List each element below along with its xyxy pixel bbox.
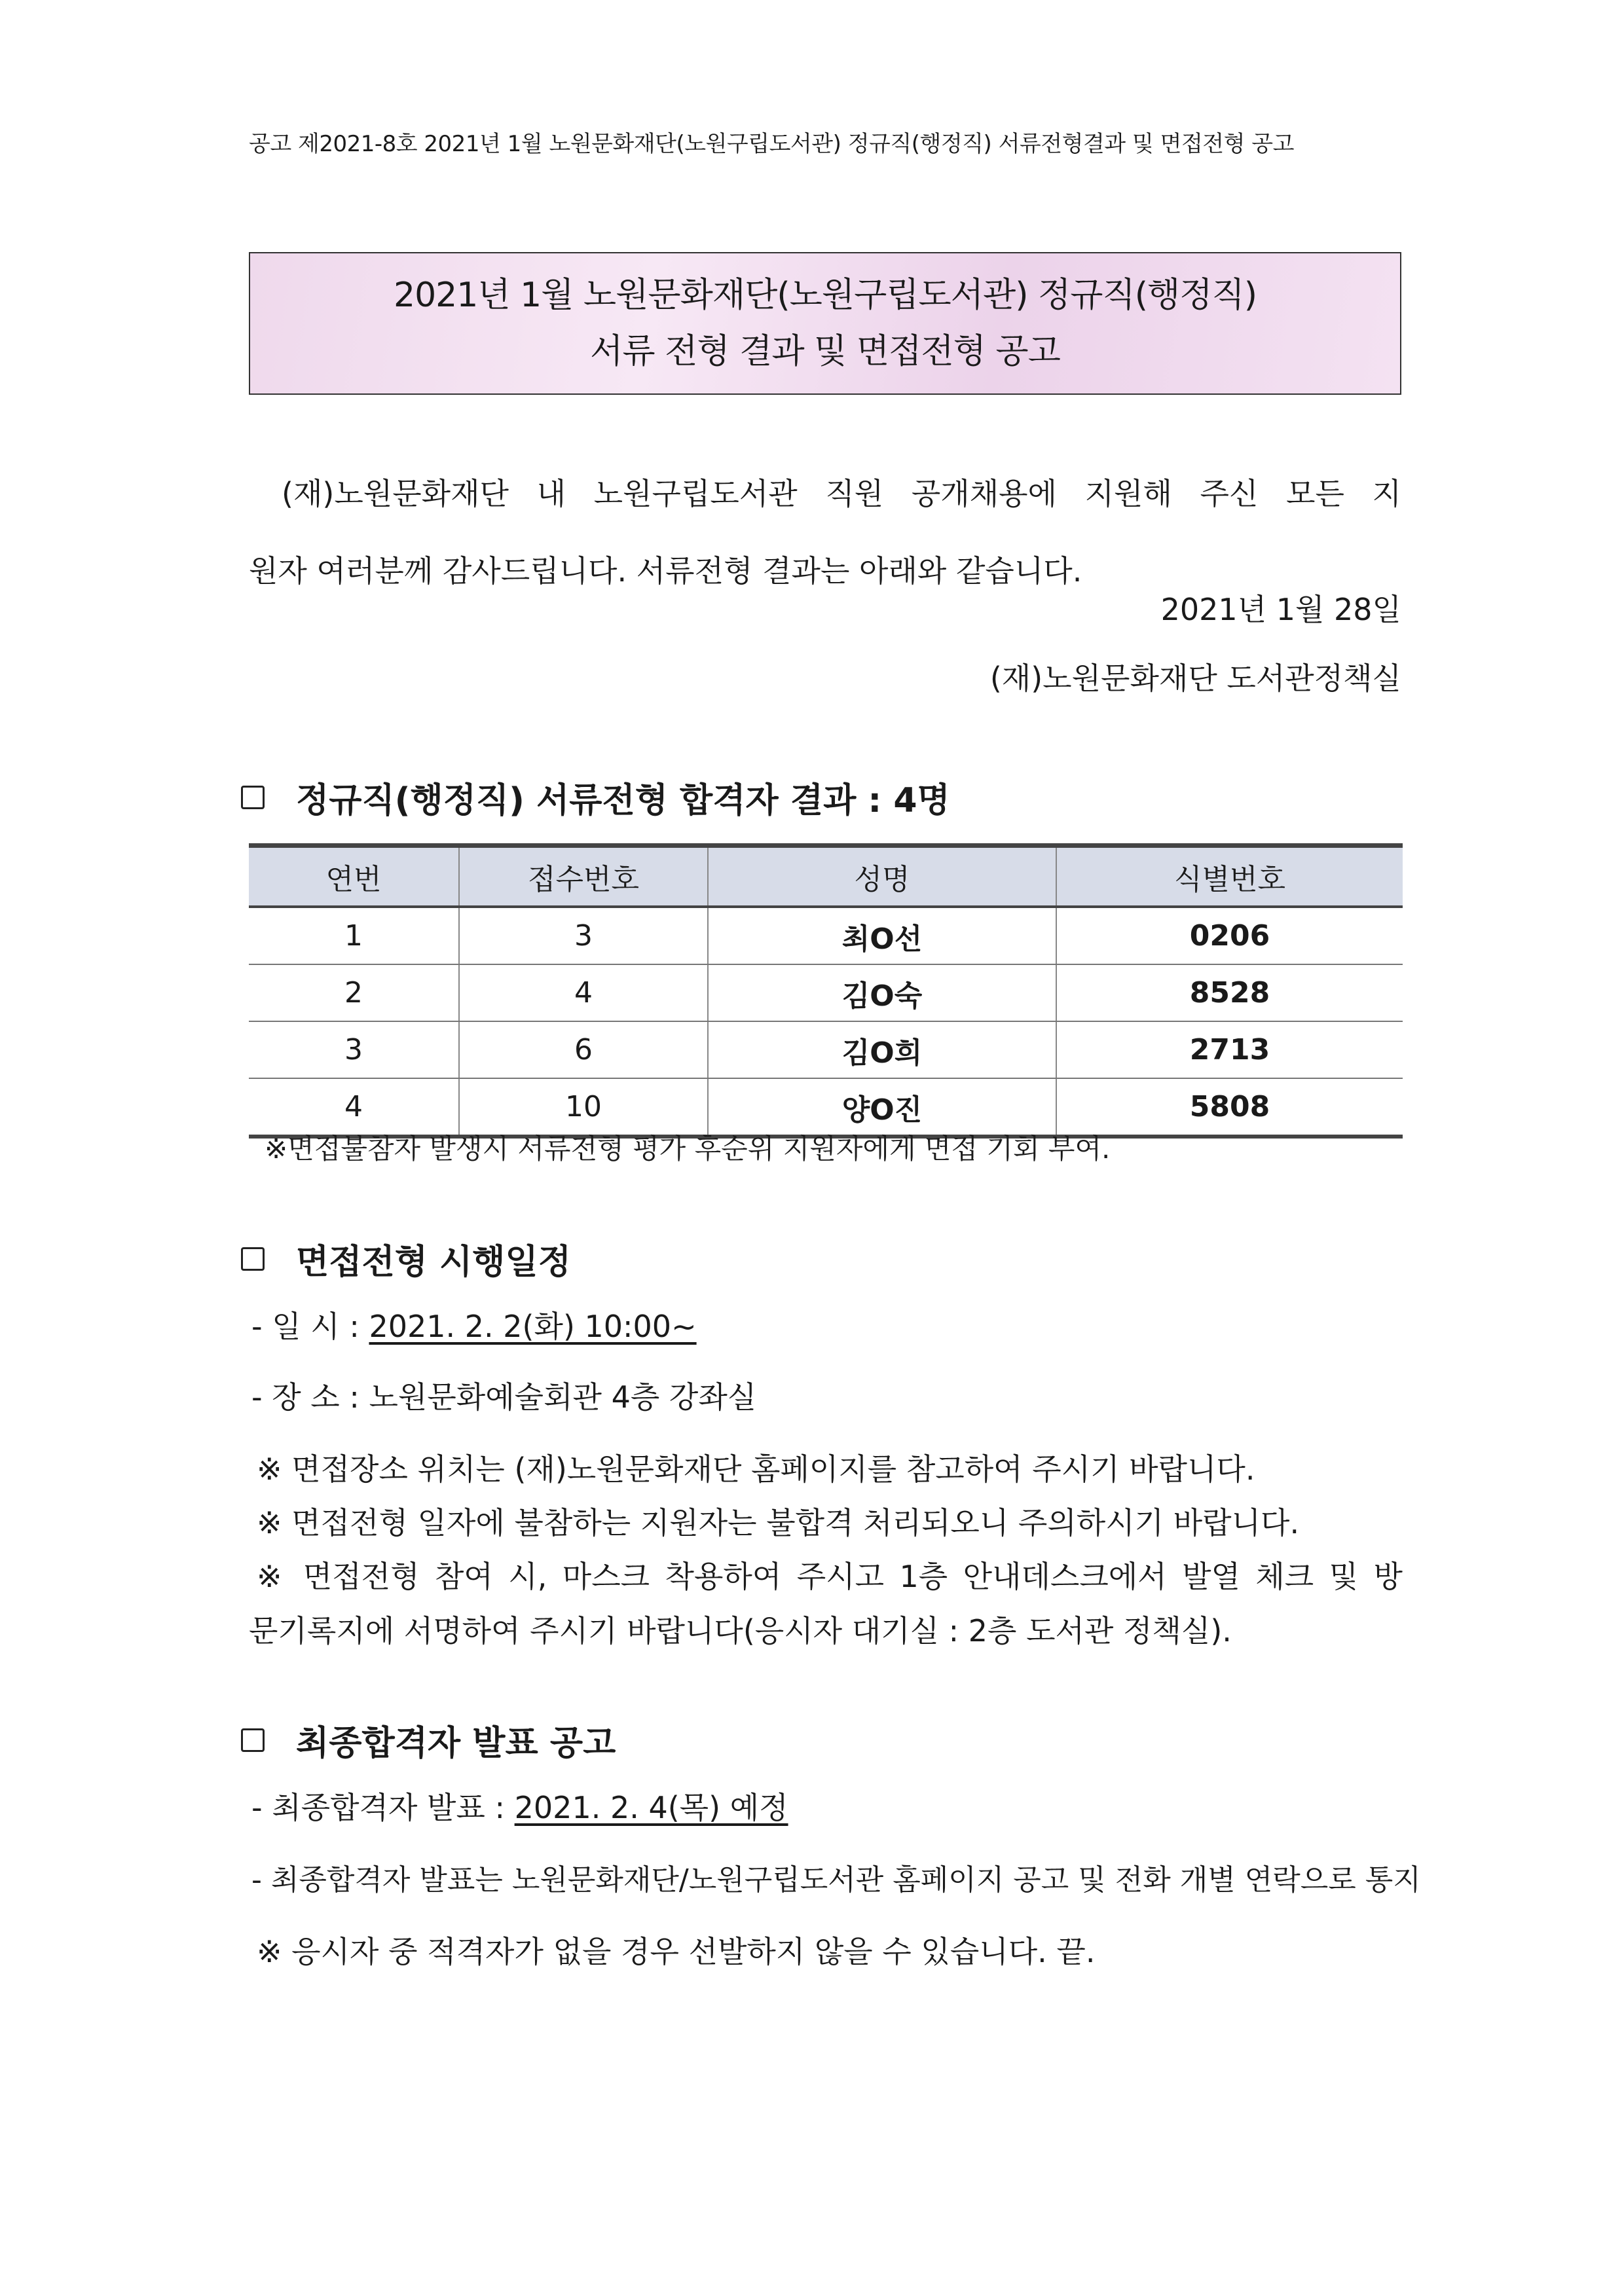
table-header-row (249, 846, 1403, 907)
cell-id: 8528 (1056, 964, 1403, 1021)
title-line-1: 2021년 1월 노원문화재단(노원구립도서관) 정규직(행정직) (393, 276, 1257, 315)
cell-receipt: 3 (459, 907, 708, 964)
cell-id: 0206 (1056, 907, 1403, 964)
interview-place-value: 노원문화예술회관 4층 강좌실 (369, 1379, 757, 1415)
final-announce-line (251, 1784, 788, 1827)
col-header-id: 식별번호 (1056, 846, 1403, 907)
cell-receipt: 4 (459, 964, 708, 1021)
final-announce-label: - 최종합격자 발표 : (251, 1790, 515, 1825)
interview-note-2: ※ 면접전형 일자에 불참하는 지원자는 불합격 처리되오니 주의하시기 바랍니다. (257, 1505, 1300, 1540)
title-line-2: 서류 전형 결과 및 면접전형 공고 (590, 332, 1060, 371)
interview-date-line (251, 1303, 697, 1346)
table-note: ※면접불참자 발생시 서류전형 평가 후순위 지원자에게 면접 기회 부여. (265, 1133, 1111, 1165)
cell-no: 4 (249, 1078, 459, 1137)
final-method-line: - 최종합격자 발표는 노원문화재단/노원구립도서관 홈페이지 공고 및 전화 개별 연락으로 통지 (251, 1863, 1421, 1897)
interview-note-3-line-2: 문기록지에 서명하여 주시기 바랍니다(응시자 대기실 : 2층 도서관 정책실). (249, 1613, 1232, 1649)
cell-id: 2713 (1056, 1021, 1403, 1078)
col-header-receipt: 접수번호 (459, 846, 708, 907)
section-results-title: 정규직(행정직) 서류전형 합격자 결과 : 4명 (296, 781, 950, 820)
section-results-heading (241, 773, 950, 822)
section-final-title: 최종합격자 발표 공고 (296, 1724, 616, 1763)
notice-date: 2021년 1월 28일 (1160, 592, 1401, 627)
cell-no: 1 (249, 907, 459, 964)
cell-no: 3 (249, 1021, 459, 1078)
cell-name: 김O숙 (708, 964, 1056, 1021)
checkbox-square-icon (241, 1247, 265, 1271)
closing-note: ※ 응시자 중 적격자가 없을 경우 선발하지 않을 수 있습니다. 끝. (257, 1934, 1096, 1969)
interview-place-label: - 장 소 : (251, 1379, 369, 1415)
interview-date-value: 2021. 2. 2(화) 10:00~ (369, 1309, 697, 1344)
intro-line-1: (재)노원문화재단 내 노원구립도서관 직원 공개채용에 지원해 주신 모든 지 (282, 476, 1401, 511)
results-table (249, 843, 1403, 1139)
cell-receipt: 10 (459, 1078, 708, 1137)
section-final-heading (241, 1715, 616, 1764)
final-announce-value: 2021. 2. 4(목) 예정 (514, 1790, 788, 1825)
interview-date-label: - 일 시 : (251, 1309, 369, 1344)
table-row (249, 907, 1403, 964)
intro-line-2: 원자 여러분께 감사드립니다. 서류전형 결과는 아래와 같습니다. (249, 553, 1082, 589)
interview-note-1: ※ 면접장소 위치는 (재)노원문화재단 홈페이지를 참고하여 주시기 바랍니다. (257, 1451, 1255, 1487)
section-interview-heading (241, 1234, 571, 1283)
section-interview-title: 면접전형 시행일정 (296, 1243, 571, 1282)
col-header-name: 성명 (708, 846, 1056, 907)
cell-id: 5808 (1056, 1078, 1403, 1137)
cell-name: 최O선 (708, 907, 1056, 964)
table-row (249, 964, 1403, 1021)
title-box (249, 252, 1401, 395)
cell-receipt: 6 (459, 1021, 708, 1078)
interview-place-line (251, 1374, 756, 1417)
issuer: (재)노원문화재단 도서관정책실 (989, 661, 1401, 696)
interview-note-3-line-1: ※ 면접전형 참여 시, 마스크 착용하여 주시고 1층 안내데스크에서 발열 체크 및 방 (257, 1559, 1403, 1594)
cell-no: 2 (249, 964, 459, 1021)
col-header-no: 연번 (249, 846, 459, 907)
cell-name: 양O진 (708, 1078, 1056, 1137)
cell-name: 김O희 (708, 1021, 1056, 1078)
checkbox-square-icon (241, 1728, 265, 1752)
checkbox-square-icon (241, 786, 265, 809)
notice-header: 공고 제2021-8호 2021년 1월 노원문화재단(노원구립도서관) 정규직(행정직) 서류전형결과 및 면접전형 공고 (249, 131, 1294, 157)
table-row (249, 1021, 1403, 1078)
